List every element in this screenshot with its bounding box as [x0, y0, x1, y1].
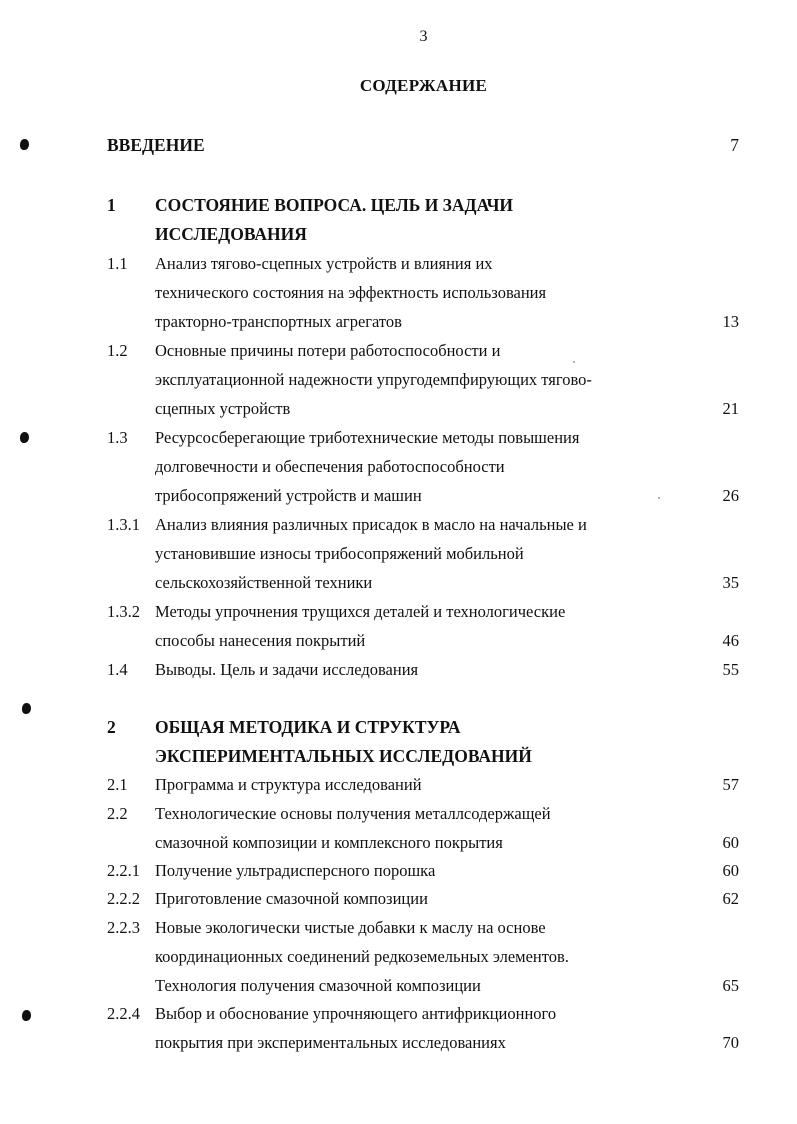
toc-entry-number: 1 — [107, 195, 116, 215]
toc-entry-number: 2.2.1 — [107, 861, 140, 880]
toc-entry-text: Приготовление смазочной композиции — [155, 889, 428, 908]
toc-page-number: 57 — [722, 775, 739, 794]
toc-chapter-2-cont — [0, 744, 797, 768]
toc-entry-text: сцепных устройств — [155, 399, 291, 418]
toc-entry-text: ОБЩАЯ МЕТОДИКА И СТРУКТУРА — [155, 717, 461, 737]
toc-entry-1-4[interactable] — [0, 658, 797, 682]
toc-entry-text: координационных соединений редкоземельных элементов. — [155, 947, 569, 966]
toc-page-number: 46 — [722, 631, 739, 650]
page-title: СОДЕРЖАНИЕ — [359, 76, 488, 95]
toc-entry-number: 1.3.1 — [107, 515, 140, 534]
toc-entry-text: долговечности и обеспечения работоспособности — [155, 457, 505, 476]
toc-entry-text: Основные причины потери работоспособности и — [155, 341, 501, 360]
toc-page-number: 7 — [730, 135, 739, 155]
toc-page-number: 21 — [722, 399, 739, 418]
toc-chapter-2[interactable] — [0, 715, 797, 739]
toc-entry-2-1[interactable] — [0, 773, 797, 797]
toc-entry-text: Получение ультрадисперсного порошка — [155, 861, 436, 880]
toc-entry-1-2[interactable] — [0, 339, 797, 363]
binder-mark — [22, 703, 31, 714]
toc-entry-text: технического состояния на эффектность использования — [155, 283, 547, 302]
toc-entry-number: 1.4 — [107, 660, 128, 679]
toc-page-number: 65 — [722, 976, 739, 995]
toc-entry-1-3-2[interactable] — [0, 600, 797, 624]
toc-page-number: 60 — [722, 833, 739, 852]
toc-entry-number: 2.2.4 — [107, 1004, 140, 1023]
toc-entry-number: 2.2.2 — [107, 889, 140, 908]
toc-page-number: 13 — [722, 312, 739, 331]
toc-chapter-1-cont — [0, 222, 797, 246]
toc-entry-1-3-1-cont — [0, 542, 797, 566]
toc-entry-text: ИССЛЕДОВАНИЯ — [155, 224, 307, 244]
toc-page-number: 55 — [722, 660, 739, 679]
toc-entry-text: СОСТОЯНИЕ ВОПРОСА. ЦЕЛЬ И ЗАДАЧИ — [155, 195, 514, 215]
toc-entry-1-3-1-cont — [0, 571, 797, 595]
toc-entry-2-2-cont — [0, 831, 797, 855]
toc-entry-text: Новые экологически чистые добавки к маслу на основе — [155, 918, 546, 937]
toc-page-number: 60 — [722, 861, 739, 880]
toc-chapter-1[interactable] — [0, 193, 797, 217]
toc-entry-2-2-4[interactable] — [0, 1002, 797, 1026]
toc-page-number: 70 — [722, 1033, 739, 1052]
toc-entry-number: 2.2 — [107, 804, 128, 823]
toc-entry-1-3[interactable] — [0, 426, 797, 450]
toc-entry-1-3-1[interactable] — [0, 513, 797, 537]
toc-entry-text: Технологические основы получения металлсодержащей — [155, 804, 551, 823]
toc-entry-number: 2.1 — [107, 775, 128, 794]
toc-entry-text: смазочной композиции и комплексного покрытия — [155, 833, 503, 852]
toc-entry-number: 1.3 — [107, 428, 128, 447]
page-number: 3 — [419, 28, 428, 45]
toc-entry-text: тракторно-транспортных агрегатов — [155, 312, 402, 331]
toc-entry-text: трибосопряжений устройств и машин — [155, 486, 422, 505]
toc-entry-number: 1.3.2 — [107, 602, 140, 621]
toc-entry-number: 2.2.3 — [107, 918, 140, 937]
toc-entry-text: покрытия при экспериментальных исследованиях — [155, 1033, 506, 1052]
toc-entry-text: Выбор и обоснование упрочняющего антифрикционного — [155, 1004, 557, 1023]
toc-entry-1-1-cont — [0, 281, 797, 305]
toc-entry-1-3-cont — [0, 455, 797, 479]
toc-entry-number: 2 — [107, 717, 116, 737]
toc-entry-text: способы нанесения покрытий — [155, 631, 366, 650]
toc-entry-text: установившие износы трибосопряжений мобильной — [155, 544, 524, 563]
toc-entry-2-2-3-cont — [0, 945, 797, 969]
toc-entry-text: эксплуатационной надежности упругодемпфирующих тягово- — [155, 370, 592, 389]
toc-entry-1-3-2-cont — [0, 629, 797, 653]
toc-entry-text: Методы упрочнения трущихся деталей и технологические — [155, 602, 566, 621]
toc-entry-2-2-4-cont — [0, 1031, 797, 1055]
toc-entry-text: сельскохозяйственной техники — [155, 573, 373, 592]
toc-entry-2-2-3[interactable] — [0, 916, 797, 940]
toc-entry-text: ВВЕДЕНИЕ — [107, 135, 205, 155]
toc-entry-text: Выводы. Цель и задачи исследования — [155, 660, 419, 679]
toc-entry-1-2-cont — [0, 397, 797, 421]
toc-entry-intro[interactable] — [0, 133, 797, 157]
toc-entry-2-2-3-cont — [0, 974, 797, 998]
toc-entry-text: Анализ тягово-сцепных устройств и влияния их — [155, 254, 493, 273]
toc-page-number: 26 — [722, 486, 739, 505]
toc-entry-text: Анализ влияния различных присадок в масло на начальные и — [155, 515, 587, 534]
toc-entry-2-2-2[interactable] — [0, 887, 797, 911]
toc-entry-2-2[interactable] — [0, 802, 797, 826]
toc-entry-1-2-cont — [0, 368, 797, 392]
toc-entry-number: 1.2 — [107, 341, 128, 360]
toc-entry-2-2-1[interactable] — [0, 859, 797, 883]
toc-page-number: 62 — [722, 889, 739, 908]
toc-entry-text: Программа и структура исследований — [155, 775, 422, 794]
toc-entry-text: Ресурсосберегающие триботехнические методы повышения — [155, 428, 580, 447]
toc-entry-text: ЭКСПЕРИМЕНТАЛЬНЫХ ИССЛЕДОВАНИЙ — [155, 746, 532, 766]
toc-entry-text: Технология получения смазочной композиции — [155, 976, 481, 995]
toc-entry-1-1[interactable] — [0, 252, 797, 276]
toc-entry-1-3-cont — [0, 484, 797, 508]
toc-page-number: 35 — [722, 573, 739, 592]
toc-entry-number: 1.1 — [107, 254, 128, 273]
toc-entry-1-1-cont — [0, 310, 797, 334]
